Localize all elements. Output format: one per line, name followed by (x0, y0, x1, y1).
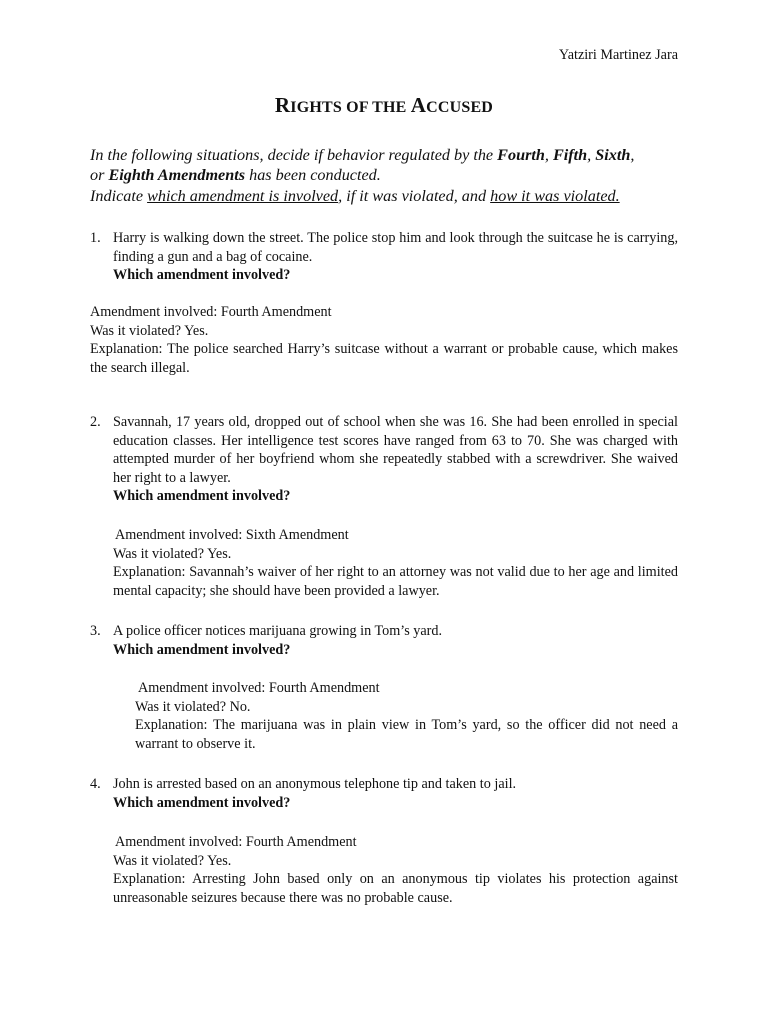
fourth-label: Fourth (497, 146, 545, 164)
amendment-involved: Amendment involved: Sixth Amendment (115, 527, 349, 543)
answer-1 (90, 303, 678, 377)
explanation: Explanation: The police searched Harry’s suitcase without a warrant or probable cause, which makes the search illegal. (90, 341, 678, 376)
eighth-label: Eighth Amendments (108, 166, 246, 185)
which-amendment-prompt: Which amendment involved? (113, 488, 291, 504)
title-cap-r: R (274, 93, 291, 117)
author-name: Yatziri Martinez Jara (558, 47, 678, 63)
sixth-label: Sixth (595, 146, 631, 164)
was-violated: Was it violated? Yes. (90, 322, 209, 339)
question-text: Savannah, 17 years old, dropped out of school when she was 16. She had been enrolled in special education classes. Her intelligence test scores have ranged from 63 to 70. She was charged with attempted murder of her boyfriend whom she repeatedly stabbed with a screwdriver. She waived her right to a lawyer. (113, 414, 678, 486)
question-1 (90, 229, 678, 285)
amendment-involved: Amendment involved: Fourth Amendment (138, 680, 380, 696)
instructions-line-1: In the following situations, decide if behavior regulated by the Fourth, Fifth, Sixth, (90, 146, 635, 164)
question-text: Harry is walking down the street. The police stop him and look through the suitcase he is carrying, finding a gun and a bag of cocaine. (113, 230, 678, 265)
answer-2 (113, 526, 678, 600)
underlined-how-violated: how it was violated. (490, 186, 620, 205)
instructions-line-2: or Eighth Amendments has been conducted. (90, 166, 381, 185)
answer-3 (135, 679, 678, 753)
question-number: 2. (90, 414, 101, 430)
title-cap-a: A (410, 93, 427, 117)
explanation: Explanation: Savannah’s waiver of her right to an attorney was not valid due to her age and limited mental capacity; she should have been provided a lawyer. (113, 564, 678, 599)
question-2 (90, 413, 678, 506)
amendment-involved: Amendment involved: Fourth Amendment (115, 834, 357, 850)
title-part-2: CCUSED (426, 99, 494, 116)
was-violated: Was it violated? Yes. (113, 852, 232, 869)
which-amendment-prompt: Which amendment involved? (113, 267, 291, 283)
question-number: 4. (90, 776, 101, 792)
page-title (0, 93, 768, 118)
question-text: John is arrested based on an anonymous telephone tip and taken to jail. (113, 776, 517, 792)
which-amendment-prompt: Which amendment involved? (113, 794, 291, 811)
fifth-label: Fifth (552, 146, 588, 164)
title-part-1: IGHTS OF THE (290, 99, 411, 116)
was-violated: Was it violated? Yes. (113, 545, 232, 562)
which-amendment-prompt: Which amendment involved? (113, 641, 291, 658)
explanation: Explanation: The marijuana was in plain view in Tom’s yard, so the officer did not need a warrant to observe it. (135, 717, 678, 752)
instructions-line-3: Indicate which amendment is involved, if it was violated, and how it was violated. (90, 186, 620, 205)
instructions (90, 145, 678, 206)
question-3 (90, 622, 678, 659)
question-text: A police officer notices marijuana growing in Tom’s yard. (113, 623, 443, 639)
question-4 (90, 775, 678, 812)
was-violated: Was it violated? No. (135, 698, 251, 715)
explanation: Explanation: Arresting John based only on an anonymous tip violates his protection against unreasonable seizures because there was no probable cause. (113, 871, 678, 906)
underlined-which-amendment: which amendment is involved (147, 186, 339, 205)
answer-4 (113, 833, 678, 907)
question-number: 1. (90, 230, 101, 246)
question-number: 3. (90, 623, 101, 639)
amendment-involved: Amendment involved: Fourth Amendment (90, 304, 332, 320)
